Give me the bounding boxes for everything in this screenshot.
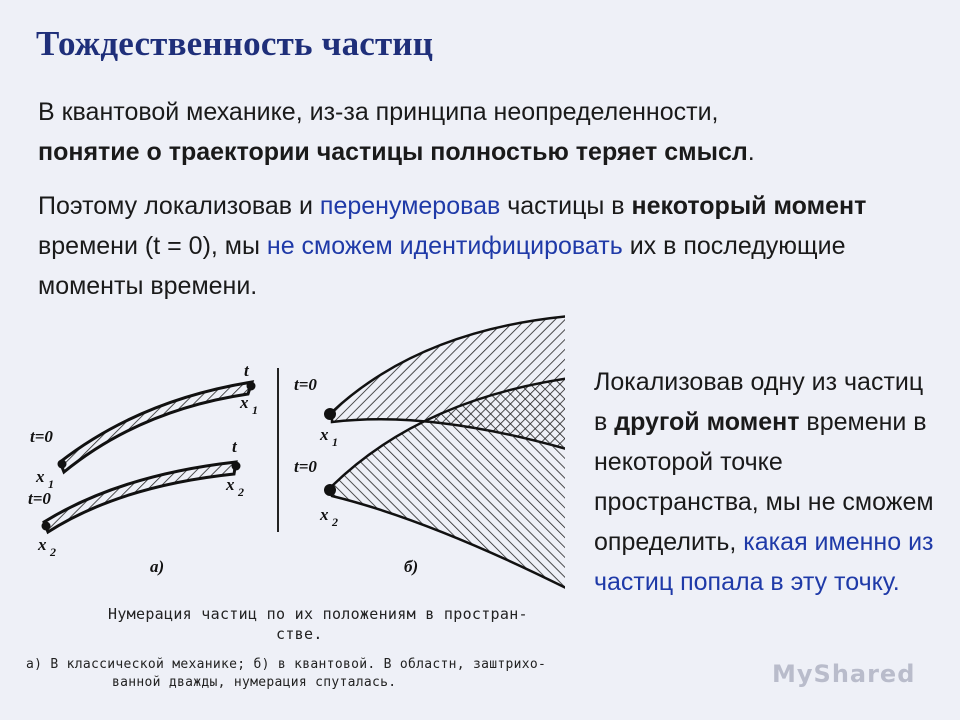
caption-line-1: Нумерация частиц по их положениям в простран- <box>108 605 528 623</box>
intro-end: . <box>747 138 755 166</box>
label-x1-end-sub: 1 <box>252 403 258 417</box>
intro-line: В квантовой механике, из-за принципа неопределенности, <box>38 98 719 126</box>
intro-paragraph <box>38 92 918 172</box>
label-x1-b: x <box>320 425 329 444</box>
label-x1-b-sub: 1 <box>332 435 338 449</box>
label-t0-b1: t=0 <box>294 375 317 394</box>
p2-blue-2: не сможем идентифицировать <box>266 232 623 260</box>
label-t0-b2: t=0 <box>294 457 317 476</box>
intro-bold: понятие о траектории частицы полностью теряет смысл <box>38 138 748 166</box>
label-x2-b-sub: 2 <box>332 515 338 529</box>
p2-text-1: Поэтому локализовав и <box>38 192 320 220</box>
side-text-2: времени в некоторой точке пространства, мы не сможем определить, <box>594 408 934 556</box>
label-x2-end: x <box>226 475 235 494</box>
side-bold-1: другой момент <box>614 408 800 436</box>
label-part-a: а) <box>150 557 165 576</box>
p2-text-2: частицы в <box>500 192 632 220</box>
label-x1-a: x <box>36 467 45 486</box>
figure-caption-sub <box>26 656 586 692</box>
trajectory-figure <box>0 300 590 610</box>
watermark-logo: MyShared <box>772 660 916 688</box>
classical-trajectory-1 <box>58 382 256 473</box>
caption-line-4: ванной дважды, нумерация спуталась. <box>112 675 397 690</box>
label-part-b: б) <box>404 557 419 576</box>
second-paragraph <box>38 186 918 306</box>
side-blue-1: какая именно из частиц попала в эту точку. <box>594 528 934 596</box>
label-x2-a-sub: 2 <box>50 545 56 559</box>
label-t0-a2: t=0 <box>28 489 51 508</box>
label-x1-end: x <box>240 393 249 412</box>
side-paragraph <box>594 362 934 602</box>
caption-line-3: а) В классической механике; б) в квантовой. В областн, заштрихо- <box>26 657 547 672</box>
p2-text-3: времени (t = 0), мы <box>38 232 267 260</box>
figure-caption-main <box>108 604 578 644</box>
p2-bold-1: некоторый момент <box>631 192 867 220</box>
label-x2-end-sub: 2 <box>238 485 244 499</box>
p2-blue-1: перенумеровав <box>319 192 501 220</box>
quantum-packets <box>332 316 570 590</box>
slide-title: Тождественность частиц <box>36 24 434 63</box>
side-text-1: Локализовав одну из частиц в <box>594 368 924 436</box>
label-x2-b: x <box>320 505 329 524</box>
caption-line-2: стве. <box>276 625 323 643</box>
p2-text-4: их в последующие моменты времени. <box>38 232 846 300</box>
label-x1-a-sub: 1 <box>48 477 54 491</box>
classical-trajectory-2 <box>42 462 241 533</box>
quantum-start-2 <box>324 484 336 496</box>
label-t-a2: t <box>232 437 237 456</box>
label-x2-a: x <box>38 535 47 554</box>
label-t0-a1: t=0 <box>30 427 53 446</box>
quantum-start-1 <box>324 408 336 420</box>
label-t-a1: t <box>244 361 249 380</box>
